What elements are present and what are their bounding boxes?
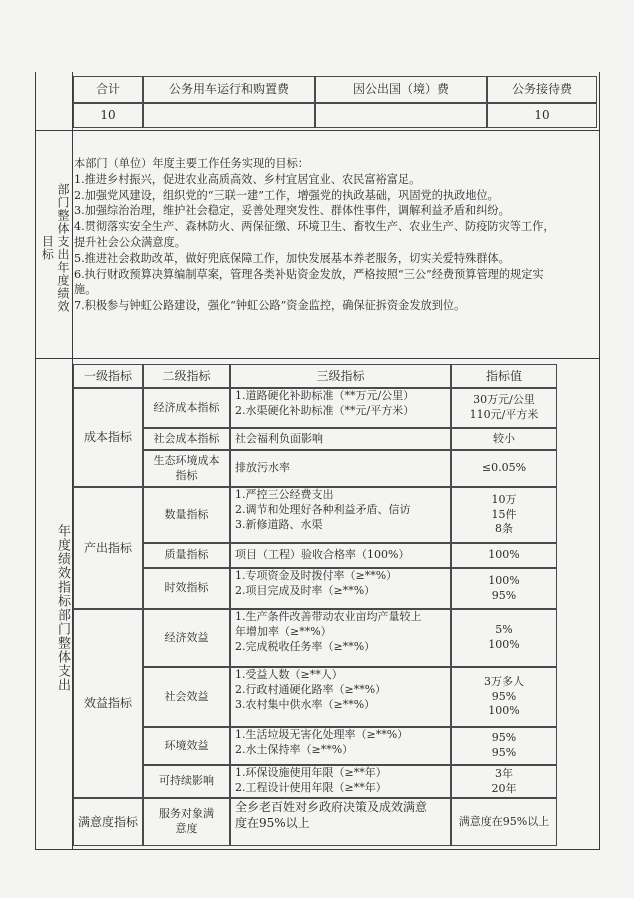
level3-line: 2.行政村通硬化路率（≥**%） xyxy=(235,682,387,696)
level3-line: 1.生产条件改善带动农业亩均产量较上 xyxy=(235,610,422,623)
indicator-header-value: 指标值 xyxy=(451,364,557,388)
value-line: 8条 xyxy=(495,522,513,536)
level3-social-cost: 社会福利负面影响 xyxy=(230,428,451,450)
indicator-header-level1: 一级指标 xyxy=(73,364,143,388)
value-line: 95% xyxy=(491,746,517,759)
value-service-satisfaction: 满意度在95%以上 xyxy=(451,798,557,846)
goal-item-4: 4.贯彻落实安全生产、森林防火、两保征缴、环境卫生、畜牧生产、农业生产、防疫防灾等工作，提升社会公众满意度。 xyxy=(74,220,555,249)
level1-satisfaction: 满意度指标 xyxy=(73,798,143,846)
level2-eco-cost: 生态环境成本指标 xyxy=(143,450,230,487)
budget-header-vehicle: 公务用车运行和购置费 xyxy=(143,76,315,103)
level2-economic-benefit: 经济效益 xyxy=(143,609,230,667)
value-line: 20年 xyxy=(491,781,517,795)
budget-header-total: 合计 xyxy=(73,76,143,103)
budget-value-vehicle xyxy=(143,103,315,128)
goal-item-7: 7.积极参与钟虹公路建设，强化“钟虹公路”资金监控，确保征拆资金发放到位。 xyxy=(74,299,466,313)
goal-item-6: 6.执行财政预算决算编制草案，管理各类补贴资金发放，严格按照“三公”经费预算管理的规定实施。 xyxy=(74,267,544,297)
budget-value-reception: 10 xyxy=(487,103,597,128)
level3-sustainability xyxy=(230,765,451,798)
level3-line: 2.完成税收任务率（≥**%） xyxy=(235,639,376,653)
level3-service-satisfaction xyxy=(230,798,451,846)
level3-line: 1.专项资金及时拨付率（≥**%） xyxy=(235,569,398,582)
level3-economic-benefit xyxy=(230,609,451,667)
level3-line: 2.调节和处理好各种利益矛盾、信访 xyxy=(235,502,411,516)
level2-social-cost: 社会成本指标 xyxy=(143,428,230,450)
level3-line: 1.环保设施使用年限（≥**年） xyxy=(235,766,387,779)
level3-social-benefit xyxy=(230,667,451,727)
level3-line: 年增加率（≥**%） xyxy=(235,624,332,638)
value-line: 95% xyxy=(491,588,517,602)
value-economic-cost xyxy=(451,388,557,428)
value-social-cost: 较小 xyxy=(451,428,557,450)
level3-line: 全乡老百姓对乡政府决策及成效满意 xyxy=(235,800,428,814)
value-economic-benefit xyxy=(451,609,557,667)
value-sustainability xyxy=(451,765,557,798)
level3-line: 2.水土保持率（≥**%） xyxy=(235,742,354,756)
value-timeliness xyxy=(451,568,557,609)
section-divider-2 xyxy=(35,358,600,359)
value-line: 30万元/公里 xyxy=(473,393,535,407)
level2-social-benefit: 社会效益 xyxy=(143,667,230,727)
level2-timeliness: 时效指标 xyxy=(143,568,230,609)
value-quantity xyxy=(451,487,557,543)
budget-header-reception: 公务接待费 xyxy=(487,76,597,103)
value-line: 95% xyxy=(491,731,517,745)
goals-section-label: 部门整体支出年度绩效目标 xyxy=(40,183,70,313)
level3-line: 3.新修道路、水渠 xyxy=(235,517,323,531)
value-line: 95% xyxy=(491,689,517,703)
level3-quantity xyxy=(230,487,451,543)
section-divider-1 xyxy=(35,130,600,131)
value-environment-benefit xyxy=(451,727,557,765)
budget-value-total: 10 xyxy=(73,103,143,128)
level3-timeliness xyxy=(230,568,451,609)
budget-header-overseas: 因公出国（境）费 xyxy=(315,76,487,103)
value-line: 15件 xyxy=(491,507,517,521)
level3-line: 3.农村集中供水率（≥**%） xyxy=(235,697,376,711)
value-social-benefit xyxy=(451,667,557,727)
level3-quality: 项目（工程）验收合格率（100%） xyxy=(230,543,451,568)
value-line: 3万多人 xyxy=(484,674,524,688)
level2-quantity: 数量指标 xyxy=(143,487,230,543)
level2-service-satisfaction: 服务对象满意度 xyxy=(143,798,230,846)
goals-intro: 本部门（单位）年度主要工作任务实现的目标： xyxy=(74,157,309,170)
level3-eco-cost: 排放污水率 xyxy=(230,450,451,487)
value-line: 110元/平方米 xyxy=(469,408,539,421)
value-line: 10万 xyxy=(491,492,517,506)
value-line: 3年 xyxy=(495,766,513,780)
indicator-header-level2: 二级指标 xyxy=(143,364,230,388)
value-line: 100% xyxy=(488,638,520,651)
level3-line: 1.受益人数（≥**人） xyxy=(235,668,343,681)
level3-line: 1.生活垃圾无害化处理率（≥**%） xyxy=(235,728,409,741)
value-line: 5% xyxy=(495,623,513,637)
level1-output: 产出指标 xyxy=(73,487,143,609)
level3-economic-cost xyxy=(230,388,451,428)
goal-item-5: 5.推进社会救助改革，做好兜底保障工作，加快发展基本养老服务，切实关爱特殊群体。 xyxy=(74,251,510,265)
level3-line: 度在95%以上 xyxy=(235,816,310,831)
level3-line: 2.水渠硬化补助标准（**元/平方米） xyxy=(235,403,415,417)
value-quality: 100% xyxy=(451,543,557,568)
level3-line: 2.项目完成及时率（≥**%） xyxy=(235,583,376,597)
level2-sustainability: 可持续影响 xyxy=(143,765,230,798)
level3-environment-benefit xyxy=(230,727,451,765)
level1-benefit: 效益指标 xyxy=(73,609,143,798)
goal-item-3: 3.加强综治治理，维护社会稳定，妥善处理突发性、群体性事件，调解利益矛盾和纠纷。 xyxy=(74,204,510,218)
indicator-header-level3: 三级指标 xyxy=(230,364,451,388)
level3-line: 1.严控三公经费支出 xyxy=(235,488,334,501)
indicators-section-label: 年度绩效指标部门整体支出 xyxy=(55,524,70,692)
level2-environment-benefit: 环境效益 xyxy=(143,727,230,765)
level2-quality: 质量指标 xyxy=(143,543,230,568)
goals-text xyxy=(74,156,594,314)
level2-economic-cost: 经济成本指标 xyxy=(143,388,230,428)
value-line: 100% xyxy=(488,704,520,718)
level1-cost: 成本指标 xyxy=(73,388,143,487)
goal-item-1: 1.推进乡村振兴，促进农业高质高效、乡村宜居宜业、农民富裕富足。 xyxy=(74,172,421,186)
value-eco-cost: ≤0.05% xyxy=(451,450,557,487)
budget-value-overseas xyxy=(315,103,487,128)
goal-item-2: 2.加强党风建设，组织党的“三联一建”工作，增强党的执政基础，巩固党的执政地位。 xyxy=(74,188,499,202)
level3-line: 2.工程设计使用年限（≥**年） xyxy=(235,780,387,794)
level3-line: 1.道路硬化补助标准（**万元/公里） xyxy=(235,389,415,402)
value-line: 100% xyxy=(488,573,520,587)
